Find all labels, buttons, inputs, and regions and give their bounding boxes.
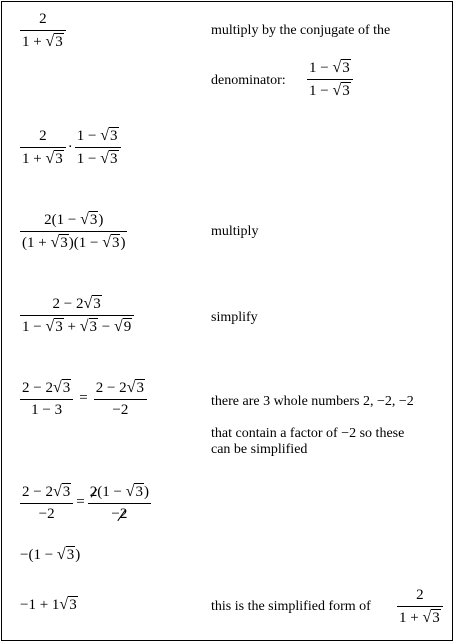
conjugate-fraction: $\frac{1 - √3}{1 - √3}$ [307,60,353,99]
note-simplify: simplify [211,310,258,325]
note-simplified-form: this is the simplified form of [211,599,371,614]
original-expression: $\frac{2}{1 + √3}$ [20,12,66,50]
factored-expression: $\frac{2 - 2√3}{-2}$ = $\frac{2(1 - √3)}{-2}$ [22,483,149,522]
conjugate-product: $\frac{2}{1 + √3}$ · $\frac{1 - √3}{1 - √3}$ [20,128,121,167]
multiplied-expression: $\frac{2 - 2√3}{1 - √3 + √3 - √9}$ [20,296,134,335]
note-denominator: denominator: [211,73,286,88]
simplified-denominator: $\frac{2 - 2√3}{1 - 3}$ = $\frac{2 - 2√3}{-2}$ [20,380,147,418]
note-conjugate: multiply by the conjugate of the [211,23,391,38]
reference-fraction: $\frac{2}{1 + √3}$ [397,588,443,626]
cancelled-negative-two: −2 [111,506,128,522]
negated-expression: −(1 − √3) [20,546,81,563]
note-factor: that contain a factor of −2 so these [211,426,405,441]
expanded-product: $\frac{2(1 - √3)}{(1 + √3)(1 - √3)}$ [22,211,126,251]
final-result: −1 + 1√3 [20,596,77,613]
note-whole-numbers: there are 3 whole numbers 2, −2, −2 [211,394,414,409]
note-multiply: multiply [211,224,259,239]
note-can-simplify: can be simplified [211,442,308,457]
